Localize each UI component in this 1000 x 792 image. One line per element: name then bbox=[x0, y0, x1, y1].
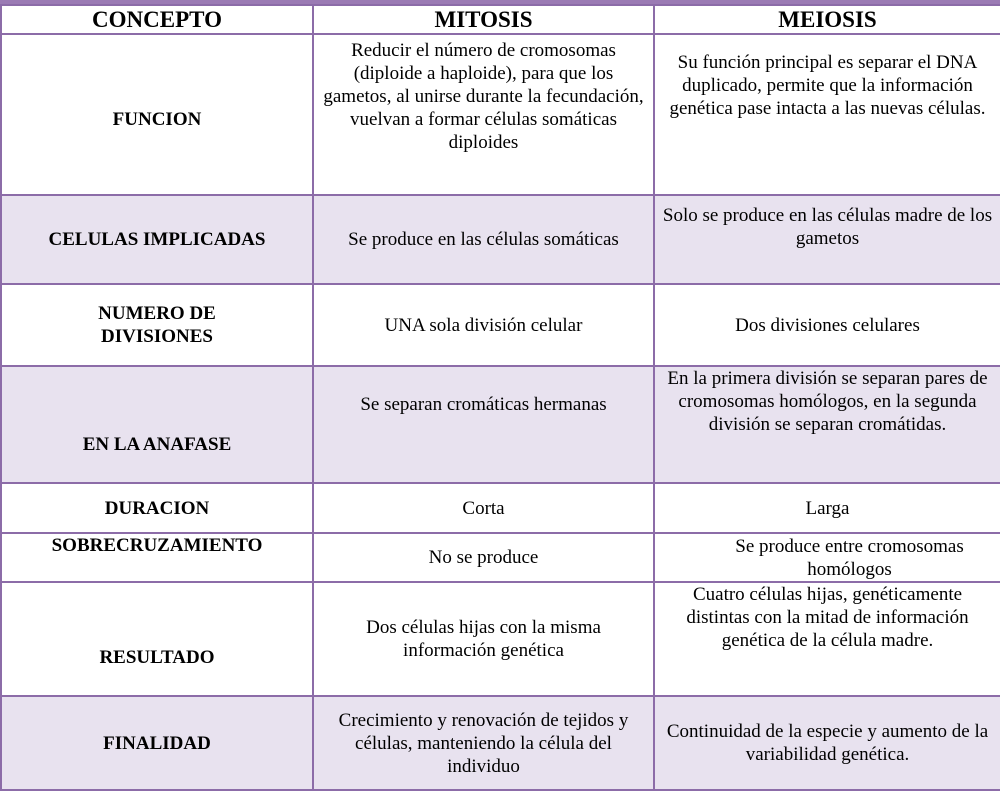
mitosis-cell: No se produce bbox=[313, 533, 654, 582]
meiosis-cell: Cuatro células hijas, genéticamente distintas con la mitad de información genética de la célula madre. bbox=[654, 582, 1000, 696]
mitosis-cell: Dos células hijas con la misma información genética bbox=[313, 582, 654, 696]
mitosis-cell: Reducir el número de cromosomas (diploide a haploide), para que los gametos, al unirse durante la fecundación, vuelvan a formar células somáticas diploides bbox=[313, 34, 654, 195]
concept-cell: FUNCION bbox=[1, 34, 313, 195]
mitosis-cell: Se produce en las células somáticas bbox=[313, 195, 654, 284]
concept-cell: RESULTADO bbox=[1, 582, 313, 696]
table-row bbox=[1, 533, 1000, 582]
table-row bbox=[1, 284, 1000, 366]
meiosis-cell: En la primera división se separan pares de cromosomas homólogos, en la segunda división se separan cromátidas. bbox=[654, 366, 1000, 483]
concept-cell: NUMERO DE DIVISIONES bbox=[1, 284, 313, 366]
table-row bbox=[1, 34, 1000, 195]
meiosis-cell: Se produce entre cromosomas homólogos bbox=[654, 533, 1000, 582]
meiosis-cell: Su función principal es separar el DNA duplicado, permite que la información genética pase intacta a las nuevas células. bbox=[654, 34, 1000, 195]
table-row bbox=[1, 195, 1000, 284]
header-row bbox=[1, 5, 1000, 34]
table-row bbox=[1, 696, 1000, 790]
concept-cell: EN LA ANAFASE bbox=[1, 366, 313, 483]
mitosis-cell: UNA sola división celular bbox=[313, 284, 654, 366]
concept-cell: FINALIDAD bbox=[1, 696, 313, 790]
header-meiosis: MEIOSIS bbox=[654, 5, 1000, 34]
table-row bbox=[1, 366, 1000, 483]
concept-cell: SOBRECRUZAMIENTO bbox=[1, 533, 313, 582]
concept-cell: CELULAS IMPLICADAS bbox=[1, 195, 313, 284]
meiosis-cell: Continuidad de la especie y aumento de la variabilidad genética. bbox=[654, 696, 1000, 790]
header-concept: CONCEPTO bbox=[1, 5, 313, 34]
table-row bbox=[1, 483, 1000, 533]
meiosis-cell: Solo se produce en las células madre de los gametos bbox=[654, 195, 1000, 284]
concept-cell: DURACION bbox=[1, 483, 313, 533]
mitosis-meiosis-table bbox=[0, 4, 1000, 791]
table-row bbox=[1, 582, 1000, 696]
mitosis-cell: Crecimiento y renovación de tejidos y células, manteniendo la célula del individuo bbox=[313, 696, 654, 790]
meiosis-cell: Dos divisiones celulares bbox=[654, 284, 1000, 366]
header-mitosis: MITOSIS bbox=[313, 5, 654, 34]
mitosis-cell: Corta bbox=[313, 483, 654, 533]
mitosis-cell: Se separan cromáticas hermanas bbox=[313, 366, 654, 483]
meiosis-cell: Larga bbox=[654, 483, 1000, 533]
